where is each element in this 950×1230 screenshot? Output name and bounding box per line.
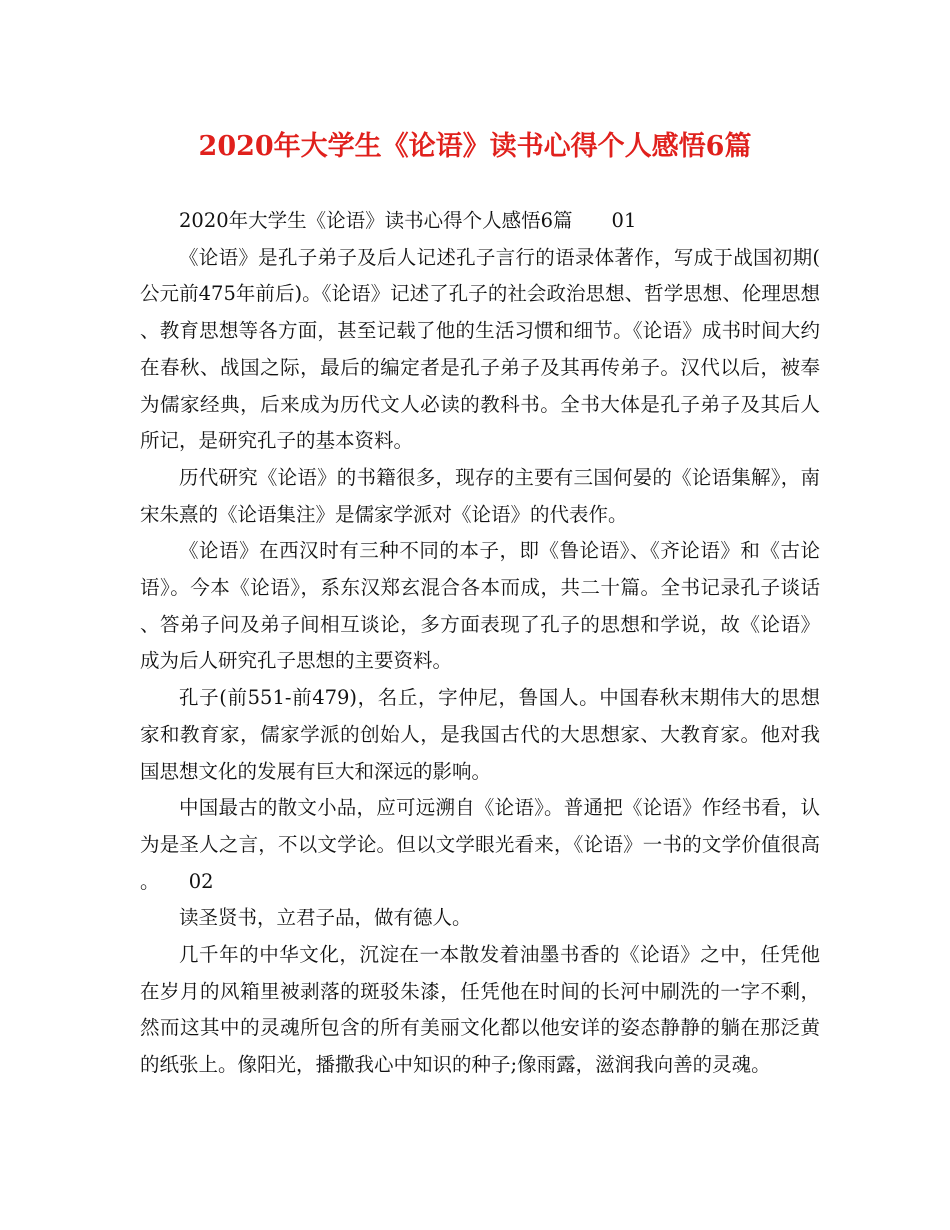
paragraph: 《论语》在西汉时有三种不同的本子，即《鲁论语》、《齐论语》和《古论语》。今本《论语》，系东汉郑玄混合各本而成，共二十篇。全书记录孔子谈话、答弟子问及弟子间相互谈论，多方面表现了孔子的思想和学说，故《论语》成为后人研究孔子思想的主要资料。: [140, 539, 820, 673]
paragraph: 读圣贤书，立君子品，做有德人。: [179, 906, 472, 930]
paragraph: 历代研究《论语》的书籍很多，现存的主要有三国何晏的《论语集解》，南宋朱熹的《论语集注》是儒家学派对《论语》的代表作。: [140, 465, 820, 526]
document-body: [140, 203, 820, 1084]
paragraph: 几千年的中华文化，沉淀在一本散发着油墨书香的《论语》之中，任凭他在岁月的风箱里被剥落的斑驳朱漆，任凭他在时间的长河中刷洗的一字不剩，然而这其中的灵魂所包含的所有美丽文化都以他安详的姿态静静的躺在那泛黄的纸张上。像阳光，播撒我心中知识的种子;像雨露，滋润我向善的灵魂。: [140, 943, 820, 1077]
paragraph: 2020年大学生《论语》读书心得个人感悟6篇 01: [179, 209, 637, 232]
paragraph: 《论语》是孔子弟子及后人记述孔子言行的语录体著作，写成于战国初期(公元前475年前后)。《论语》记述了孔子的社会政治思想、哲学思想、伦理思想、教育思想等各方面，甚至记载了他的生活习惯和细节。《论语》成书时间大约在春秋、战国之际，最后的编定者是孔子弟子及其再传弟子。汉代以后，被奉为儒家经典，后来成为历代文人必读的教科书。全书大体是孔子弟子及其后人所记，是研究孔子的基本资料。: [140, 245, 820, 453]
paragraph: 孔子(前551-前479)，名丘，字仲尼，鲁国人。中国春秋末期伟大的思想家和教育家，儒家学派的创始人，是我国古代的大思想家、大教育家。他对我国思想文化的发展有巨大和深远的影响。: [140, 686, 820, 783]
document-title: 2020年大学生《论语》读书心得个人感悟6篇: [198, 131, 752, 162]
paragraph: 中国最古的散文小品，应可远溯自《论语》。普通把《论语》作经书看，认为是圣人之言，不以文学论。但以文学眼光看来，《论语》一书的文学价值很高。 02: [140, 796, 820, 893]
